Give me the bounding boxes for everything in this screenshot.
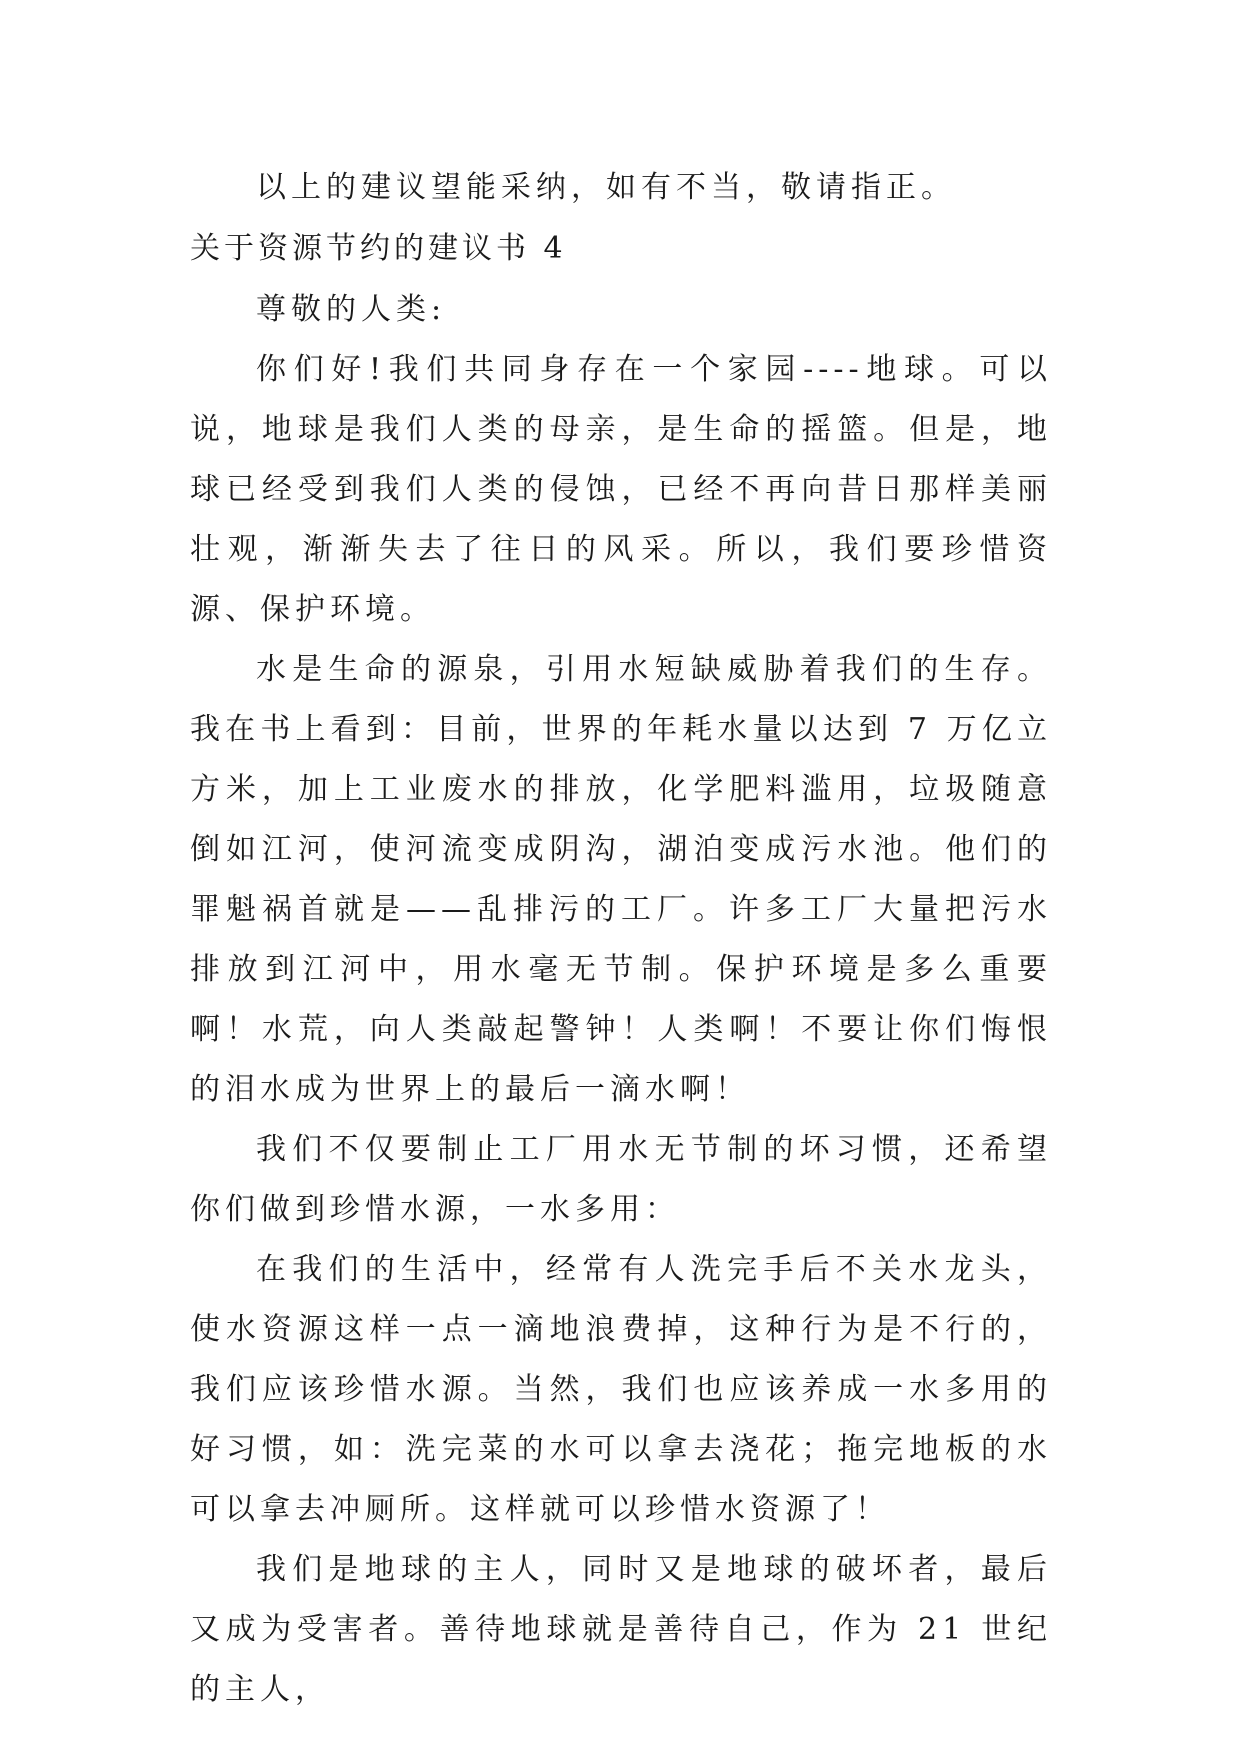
body-paragraph: 在我们的生活中，经常有人洗完手后不关水龙头，使水资源这样一点一滴地浪费掉，这种行为是不行的，我们应该珍惜水源。当然，我们也应该养成一水多用的好习惯，如：洗完菜的水可以拿去浇花；拖完地板的水可以拿去冲厕所。这样就可以珍惜水资源了！ — [190, 1252, 1052, 1527]
body-paragraph: 你们好!我们共同身存在一个家园----地球。可以说，地球是我们人类的母亲，是生命的摇篮。但是，地球已经受到我们人类的侵蚀，已经不再向昔日那样美丽壮观，渐渐失去了往日的风采。所以，我们要珍惜资源、保护环境。 — [190, 352, 1052, 627]
closing-paragraph: 以上的建议望能采纳，如有不当，敬请指正。 — [256, 170, 956, 205]
body-paragraph: 我们是地球的主人，同时又是地球的破坏者，最后又成为受害者。善待地球就是善待自己，作为 21 世纪的主人， — [190, 1552, 1052, 1707]
document-body — [190, 158, 1052, 1720]
body-paragraph: 我们不仅要制止工厂用水无节制的坏习惯，还希望你们做到珍惜水源，一水多用： — [190, 1132, 1052, 1227]
body-paragraph: 水是生命的源泉，引用水短缺威胁着我们的生存。我在书上看到：目前，世界的年耗水量以达到 7 万亿立方米，加上工业废水的排放，化学肥料滥用，垃圾随意倒如江河，使河流变成阴沟，湖泊变成污水池。他们的罪魁祸首就是——乱排污的工厂。许多工厂大量把污水排放到江河中，用水毫无节制。保护环境是多么重要啊！水荒，向人类敲起警钟！人类啊！不要让你们悔恨的泪水成为世界上的最后一滴水啊！ — [190, 652, 1052, 1107]
section-title: 关于资源节约的建议书 4 — [190, 231, 567, 266]
salutation: 尊敬的人类: — [256, 292, 447, 327]
